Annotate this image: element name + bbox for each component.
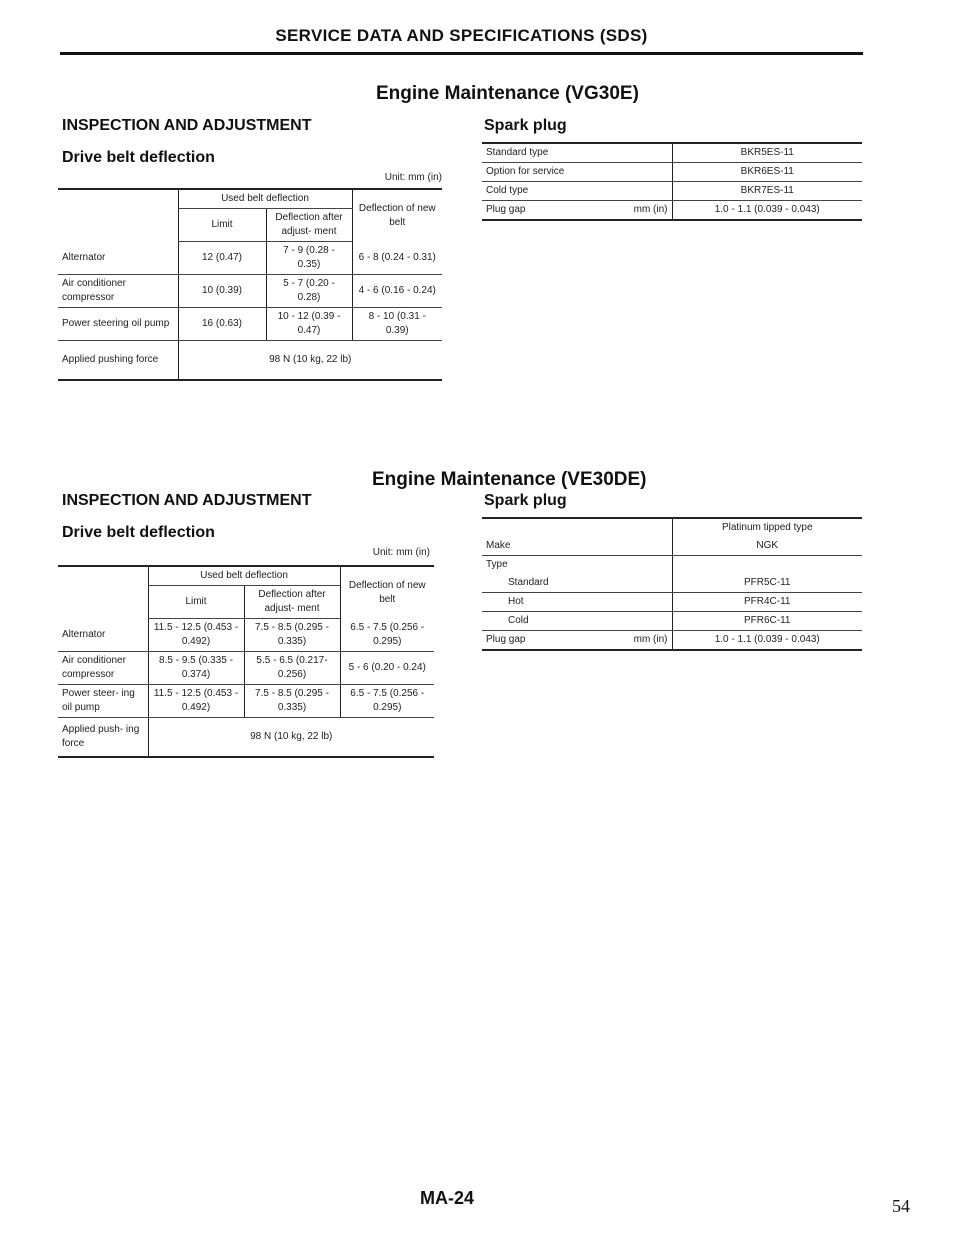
header-empty xyxy=(58,566,148,619)
header-limit: Limit xyxy=(148,586,244,619)
row-after: 7.5 - 8.5 (0.295 - 0.335) xyxy=(244,685,340,718)
header-empty xyxy=(58,189,178,242)
row-after: 5.5 - 6.5 (0.217- 0.256) xyxy=(244,652,340,685)
row-new: 8 - 10 (0.31 - 0.39) xyxy=(352,308,442,341)
row-limit: 8.5 - 9.5 (0.335 - 0.374) xyxy=(148,652,244,685)
table-row xyxy=(58,308,442,341)
row-item: Air conditioner compressor xyxy=(58,275,178,308)
spark-label: Plug gap xyxy=(486,204,526,215)
table-row xyxy=(58,718,434,758)
header-limit: Limit xyxy=(178,209,266,242)
row-after: 10 - 12 (0.39 - 0.47) xyxy=(266,308,352,341)
force-label: Applied pushing force xyxy=(58,341,178,381)
row-limit: 12 (0.47) xyxy=(178,242,266,275)
spark-title-vg30e: Spark plug xyxy=(484,117,567,134)
table-row xyxy=(482,556,862,575)
table-row xyxy=(58,275,442,308)
header-rule xyxy=(60,52,863,55)
spark-label: Option for service xyxy=(482,163,672,182)
type-hot-label: Hot xyxy=(482,593,672,612)
spark-value: BKR7ES-11 xyxy=(672,182,862,201)
type-standard-label: Standard xyxy=(482,574,672,593)
section-title-vg30e: Engine Maintenance (VG30E) xyxy=(376,83,639,104)
row-new: 6 - 8 (0.24 - 0.31) xyxy=(352,242,442,275)
header-new-belt: Deflection of new belt xyxy=(352,189,442,242)
table-row xyxy=(58,619,434,652)
spark-table-vg30e xyxy=(482,142,862,221)
spark-label: Cold type xyxy=(482,182,672,201)
page-number: MA-24 xyxy=(420,1188,475,1208)
row-item: Power steering oil pump xyxy=(58,308,178,341)
table-row xyxy=(482,163,862,182)
gap-value: 1.0 - 1.1 (0.039 - 0.043) xyxy=(672,631,862,651)
row-item: Power steer- ing oil pump xyxy=(58,685,148,718)
row-after: 5 - 7 (0.20 - 0.28) xyxy=(266,275,352,308)
inspection-title-ve30de: INSPECTION AND ADJUSTMENT xyxy=(62,492,312,509)
table-row xyxy=(482,537,862,556)
spark-title-ve30de: Spark plug xyxy=(484,492,567,509)
inspection-title-vg30e: INSPECTION AND ADJUSTMENT xyxy=(62,117,312,134)
row-new: 4 - 6 (0.16 - 0.24) xyxy=(352,275,442,308)
belt-title-ve30de: Drive belt deflection xyxy=(62,524,215,541)
table-row xyxy=(58,341,442,381)
row-new: 5 - 6 (0.20 - 0.24) xyxy=(340,652,434,685)
belt-table-ve30de xyxy=(58,565,434,758)
row-new: 6.5 - 7.5 (0.256 - 0.295) xyxy=(340,619,434,652)
table-row xyxy=(58,242,442,275)
row-limit: 16 (0.63) xyxy=(178,308,266,341)
gap-label: Plug gap xyxy=(486,634,526,645)
table-row xyxy=(482,574,862,593)
spark-head: Platinum tipped type xyxy=(672,518,862,537)
header-after-adjust: Deflection after adjust- ment xyxy=(266,209,352,242)
type-empty xyxy=(672,556,862,575)
section-title-ve30de: Engine Maintenance (VE30DE) xyxy=(372,469,647,490)
make-value: NGK xyxy=(672,537,862,556)
spark-value: 1.0 - 1.1 (0.039 - 0.043) xyxy=(672,201,862,221)
table-row xyxy=(482,201,862,221)
force-value: 98 N (10 kg, 22 lb) xyxy=(148,718,434,758)
type-cold-value: PFR6C-11 xyxy=(672,612,862,631)
row-after: 7.5 - 8.5 (0.295 - 0.335) xyxy=(244,619,340,652)
header-after-adjust: Deflection after adjust- ment xyxy=(244,586,340,619)
make-label: Make xyxy=(482,537,672,556)
row-item: Alternator xyxy=(58,619,148,652)
spark-label: Standard type xyxy=(482,143,672,163)
folio-number: 54 xyxy=(892,1196,910,1216)
table-row xyxy=(482,182,862,201)
spark-value: BKR6ES-11 xyxy=(672,163,862,182)
row-after: 7 - 9 (0.28 - 0.35) xyxy=(266,242,352,275)
type-standard-value: PFR5C-11 xyxy=(672,574,862,593)
row-new: 6.5 - 7.5 (0.256 - 0.295) xyxy=(340,685,434,718)
row-limit: 11.5 - 12.5 (0.453 - 0.492) xyxy=(148,619,244,652)
type-label: Type xyxy=(486,559,508,570)
row-item: Air conditioner compressor xyxy=(58,652,148,685)
spark-unit: mm (in) xyxy=(633,204,668,215)
belt-title-vg30e: Drive belt deflection xyxy=(62,149,215,166)
belt-table-vg30e xyxy=(58,188,442,381)
header-used-belt: Used belt deflection xyxy=(178,189,352,209)
table-row xyxy=(482,631,862,651)
type-cold-label: Cold xyxy=(482,612,672,631)
table-row xyxy=(482,612,862,631)
gap-unit: mm (in) xyxy=(633,634,668,645)
header-empty xyxy=(482,518,672,537)
header-used-belt: Used belt deflection xyxy=(148,566,340,586)
row-limit: 11.5 - 12.5 (0.453 - 0.492) xyxy=(148,685,244,718)
force-label: Applied push- ing force xyxy=(58,718,148,758)
page-header: SERVICE DATA AND SPECIFICATIONS (SDS) xyxy=(275,26,648,45)
force-value: 98 N (10 kg, 22 lb) xyxy=(178,341,442,381)
unit-label-ve30de: Unit: mm (in) xyxy=(372,547,430,558)
row-item: Alternator xyxy=(58,242,178,275)
table-row xyxy=(482,143,862,163)
table-row xyxy=(482,593,862,612)
header-new-belt: Deflection of new belt xyxy=(340,566,434,619)
spark-table-ve30de xyxy=(482,517,862,651)
unit-label-vg30e: Unit: mm (in) xyxy=(384,172,442,183)
type-hot-value: PFR4C-11 xyxy=(672,593,862,612)
table-row xyxy=(58,652,434,685)
row-limit: 10 (0.39) xyxy=(178,275,266,308)
table-row xyxy=(58,685,434,718)
spark-value: BKR5ES-11 xyxy=(672,143,862,163)
